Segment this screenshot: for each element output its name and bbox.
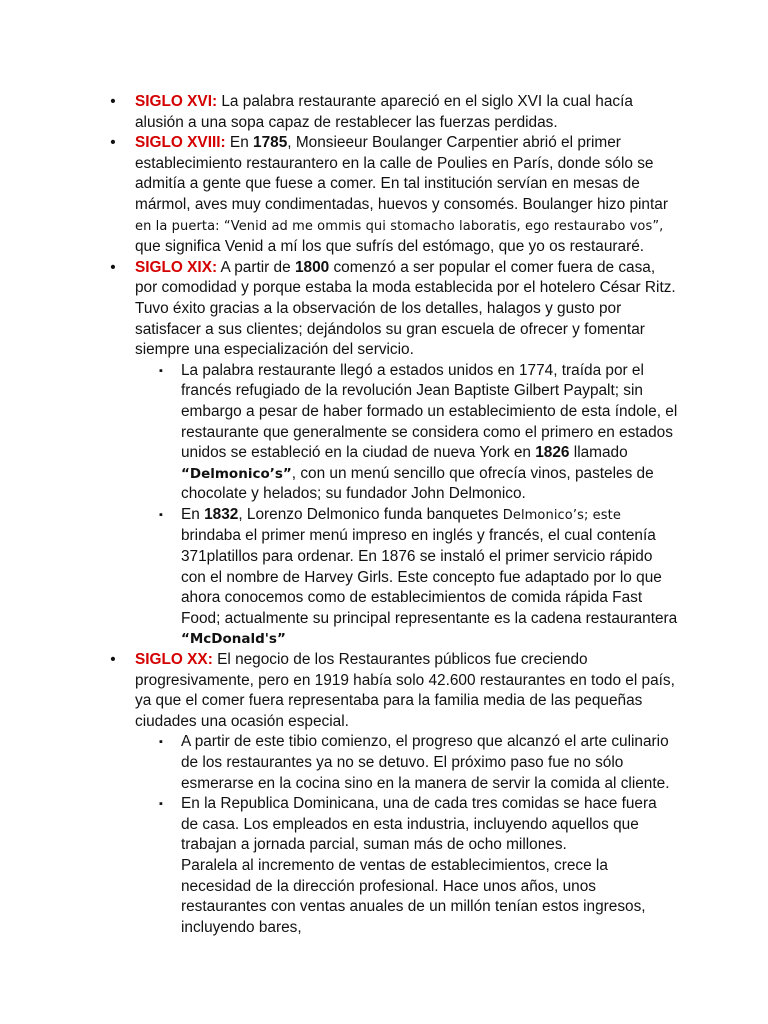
restaurant-name: “McDonald's” xyxy=(181,631,286,648)
bullet-glyph: • xyxy=(110,93,116,110)
paragraph-continuation: Paralela al incremento de ventas de establecimientos, crece la necesidad de la dirección profesional. Hace unos años, unos restaurantes con ventas anuales de un millón tenían estos ingresos, incluyendo bares, xyxy=(181,856,646,936)
paragraph-text: brindaba el primer menú impreso en inglés y francés, el cual contenía 371platillos para ordenar. En 1876 se instaló el primer servicio rápido con el nombre de Harvey Girls. Este concepto fue adaptado por lo que ahora conocemos como de establecimientos de comida rápida Fast Food; actualmente su principal representante es la cadena restaurantera xyxy=(181,527,678,627)
square-bullet-glyph: ▪ xyxy=(159,508,163,521)
section-heading: SIGLO XVI: xyxy=(135,93,218,110)
paragraph-text: En xyxy=(225,134,254,152)
paragraph-text: , Lorenzo Delmonico funda banquetes xyxy=(238,505,503,523)
bullet-glyph: • xyxy=(110,651,116,669)
paragraph-text: A partir de este tibio comienzo, el progreso que alcanzó el arte culinario de los restaurantes ya no se detuvo. El próximo paso fue no sólo esmerarse en la cocina sino en la manera de servir la comida al cliente. xyxy=(181,733,670,792)
paragraph-text: La palabra restaurante llegó a estados unidos en 1774, traída por el francés refugiado de la revolución Jean Baptiste Gilbert Paypalt; sin embargo a pesar de haber formado un establecimiento de esta índole, el restaurante que generalmente se considera como el primero en estados unidos se estableció en la ciudad de nueva York en xyxy=(181,361,678,462)
paragraph-text: comenzó a ser popular el comer fuera de casa, por comodidad y porque estaba la moda establecida por el hotelero César Ritz. Tuvo éxito gracias a la observación de los detalles, halagos y gusto por satisfacer a sus clientes; dejándolos su gran escuela de ofrecer y fomentar siempre una especialización del servicio. xyxy=(135,258,676,359)
paragraph-text: A partir de xyxy=(217,258,295,276)
section-heading: SIGLO XIX: xyxy=(135,258,218,276)
year-highlight: 1826 xyxy=(535,444,570,462)
bullet-glyph: • xyxy=(110,258,116,276)
restaurant-name: “Delmonico’s” xyxy=(181,465,292,482)
year-highlight: 1785 xyxy=(253,134,288,152)
list-item-siglo-xvi xyxy=(0,92,768,133)
paragraph-text: En xyxy=(181,505,205,523)
sub-list-item-progreso xyxy=(0,732,768,794)
bullet-glyph: • xyxy=(110,134,116,152)
sub-list-item-delmonicos xyxy=(0,361,768,505)
paragraph-text: La palabra restaurante apareció en el siglo XVI la cual hacía alusión a una sopa capaz de restablecer las fuerzas perdidas. xyxy=(135,93,633,131)
section-heading: SIGLO XX: xyxy=(135,651,213,669)
paragraph-text: El negocio de los Restaurantes públicos fue creciendo progresivamente, pero en 1919 había solo 42.600 restaurantes en todo el país, ya que el comer fuera representaba para la familia media de las pequeñas ciudades una ocasión especial. xyxy=(135,651,675,730)
year-highlight: 1832 xyxy=(204,505,239,523)
document-body xyxy=(0,92,768,938)
list-item-siglo-xix xyxy=(0,258,768,361)
sub-list-item-republica-dominicana xyxy=(0,794,768,938)
square-bullet-glyph: ▪ xyxy=(159,364,163,377)
sub-list-item-mcdonalds xyxy=(0,505,768,650)
paragraph-text: En la Republica Dominicana, una de cada tres comidas se hace fuera de casa. Los empleados en esta industria, incluyendo aquellos que trabajan a jornada parcial, suman más de ocho millones. xyxy=(181,795,657,854)
latin-quote: en la puerta: “Venid ad me ommis qui stomacho laboratis, ego restaurabo vos”, xyxy=(135,218,664,234)
paragraph-text: llamado xyxy=(569,444,628,462)
paragraph-text: , Monsieeur Boulanger Carpentier abrió el primer establecimiento restaurantero en la calle de Poulies en París, donde sólo se admitía a gente que fuese a comer. En tal institución servían en mesas de mármol, aves muy condimentadas, huevos y consomés. Boulanger hizo pintar xyxy=(135,134,668,213)
year-highlight: 1800 xyxy=(294,258,330,276)
paragraph-text: , con un menú sencillo que ofrecía vinos, pasteles de chocolate y helados; su fundador John Delmonico. xyxy=(181,464,654,503)
square-bullet-glyph: ▪ xyxy=(159,736,163,749)
list-item-siglo-xviii xyxy=(0,133,768,258)
square-bullet-glyph: ▪ xyxy=(159,798,163,811)
restaurant-name-inline: Delmonico’s; este xyxy=(502,507,621,523)
list-item-siglo-xx xyxy=(0,650,768,732)
section-heading: SIGLO XVIII: xyxy=(135,134,226,152)
paragraph-text: que significa Venid a mí los que sufrís del estómago, que yo os restauraré. xyxy=(135,238,645,256)
